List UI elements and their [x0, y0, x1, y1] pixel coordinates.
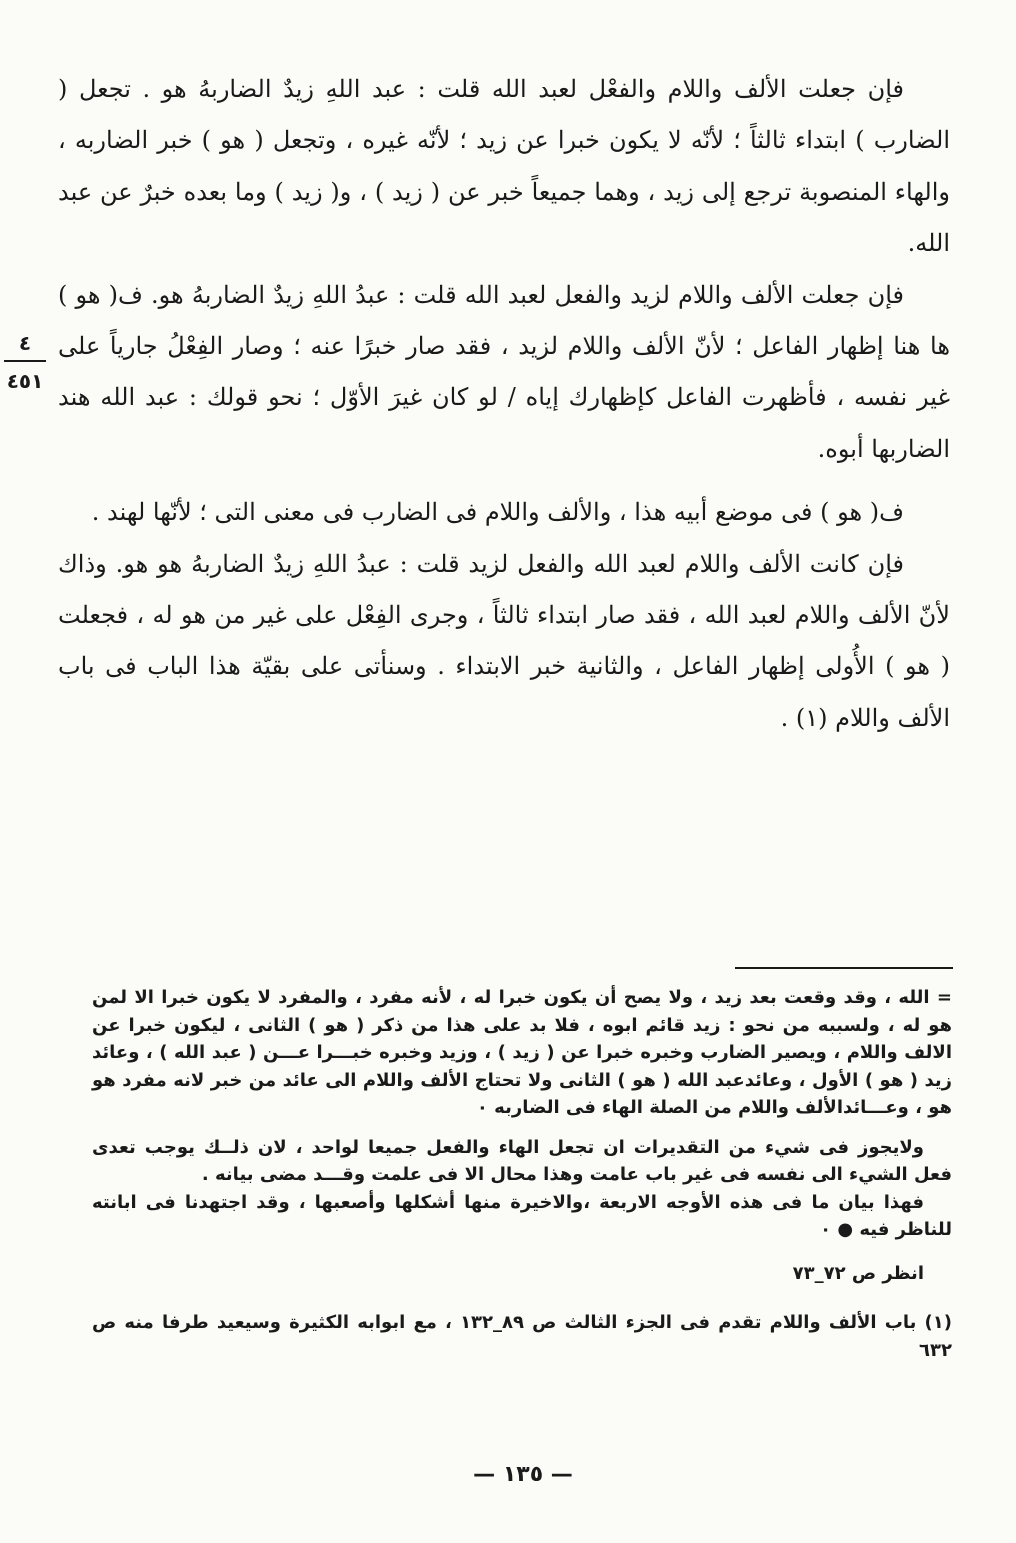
- paragraph-3: ف( هو ) فى موضع أبيه هذا ، والألف واللام فى الضارب فى معنى التى ؛ لأنّها لهند .: [91, 498, 904, 527]
- margin-reference-top: ٤: [18, 331, 32, 355]
- footnote-1: (١) باب الألف واللام تقدم فى الجزء الثالث ص ٨٩_١٣٢ ، مع ابوابه الكثيرة وسيعيد طرفا منه ص ٦٣٢: [92, 1312, 952, 1361]
- main-text: [58, 64, 950, 744]
- paragraph-4: فإن كانت الألف واللام لعبد الله والفعل لزيد قلت : عبدُ اللهِ زيدٌ الضاربهُ هو هو. وذاك لأنّ الألف واللام لعبد الله ، فقد صار ابتداء ثالثاً ، وجرى الفِعْل على غير من هو له ، فجعلت ( هو ) الأُولى إظهار الفاعل ، والثانية خبر الابتداء . وسنأتى على بقيّة هذا الباب فى باب الألف واللام (١) .: [58, 549, 950, 732]
- margin-reference-bottom: ٤٥١: [6, 369, 44, 393]
- footnote-paragraph-2: ولايجوز فى شيء من التقديرات ان تجعل الهاء والفعل جميعا لواحد ، لان ذلــك يوجب تعدى فعل الشيء الى نفسه فى غير باب عامت وهذا محال الا فى علمت وقـــد مضى بيانه .: [92, 1136, 952, 1185]
- footnote-separator: [735, 967, 953, 969]
- margin-page-reference: [4, 330, 46, 394]
- paragraph-1: فإن جعلت الألف واللام والفعْل لعبد الله قلت : عبد اللهِ زيدٌ الضاربهُ هو . تجعل ( الضارب ) ابتداء ثالثاً ؛ لأنّه لا يكون خبرا عن زيد ؛ لأنّه غيره ، وتجعل ( هو ) خبر الضاربه ، والهاء المنصوبة ترجع إلى زيد ، وهما جميعاً خبر عن ( زيد ) ، و( زيد ) وما بعده خبرٌ عن عبد الله.: [58, 75, 950, 258]
- page-number: — ١٣٥ —: [473, 1462, 573, 1487]
- paragraph-2: فإن جعلت الألف واللام لزيد والفعل لعبد الله قلت : عبدُ اللهِ زيدٌ الضاربهُ هو. ف( هو ) ها هنا إظهار الفاعل ؛ لأنّ الألف واللام لزيد ، فقد صار خبرًا عنه ؛ وصار الفِعْلُ جارياً على غير نفسه ، فأظهرت الفاعل كإظهارك إياه / لو كان غيرَ الأوّل ؛ نحو قولك : عبد الله هند الضاربها أبوه.: [58, 280, 950, 463]
- footnote-continuation: = الله ، وقد وقعت بعد زيد ، ولا يصح أن يكون خبرا له ، لأنه مفرد ، والمفرد لا يكون خبرا الا لمن هو له ، ولسببه من نحو : زيد قائم ابوه ، فلا بد على هذا من ذكر ( هو ) الثانى ، ليكون خبرا عن الالف واللام ، ويصير الضارب وخبره خبرا عن ( زيد ) ، وزيد وخبره خبـــرا عـــن ( عبد الله ) ، وعائد زيد ( هو ) الأول ، وعائدعبد الله ( هو ) الثانى ولا تحتاج الألف واللام الى عائد من خبر لانه مفرد هو هو ، وعـــائدالألف واللام من الصلة الهاء فى الضاربه ٠: [92, 987, 952, 1118]
- footnote-cross-reference: انظر ص ٧٢_٧٣: [792, 1262, 924, 1284]
- margin-reference-rule: [4, 360, 46, 362]
- footnote-paragraph-3: فهذا بيان ما فى هذه الأوجه الاربعة ،والاخيرة منها أشكلها وأصعبها ، وقد اجتهدنا فى ابانته للناظر فيه ● ٠: [92, 1191, 952, 1240]
- footnotes: [92, 984, 952, 1364]
